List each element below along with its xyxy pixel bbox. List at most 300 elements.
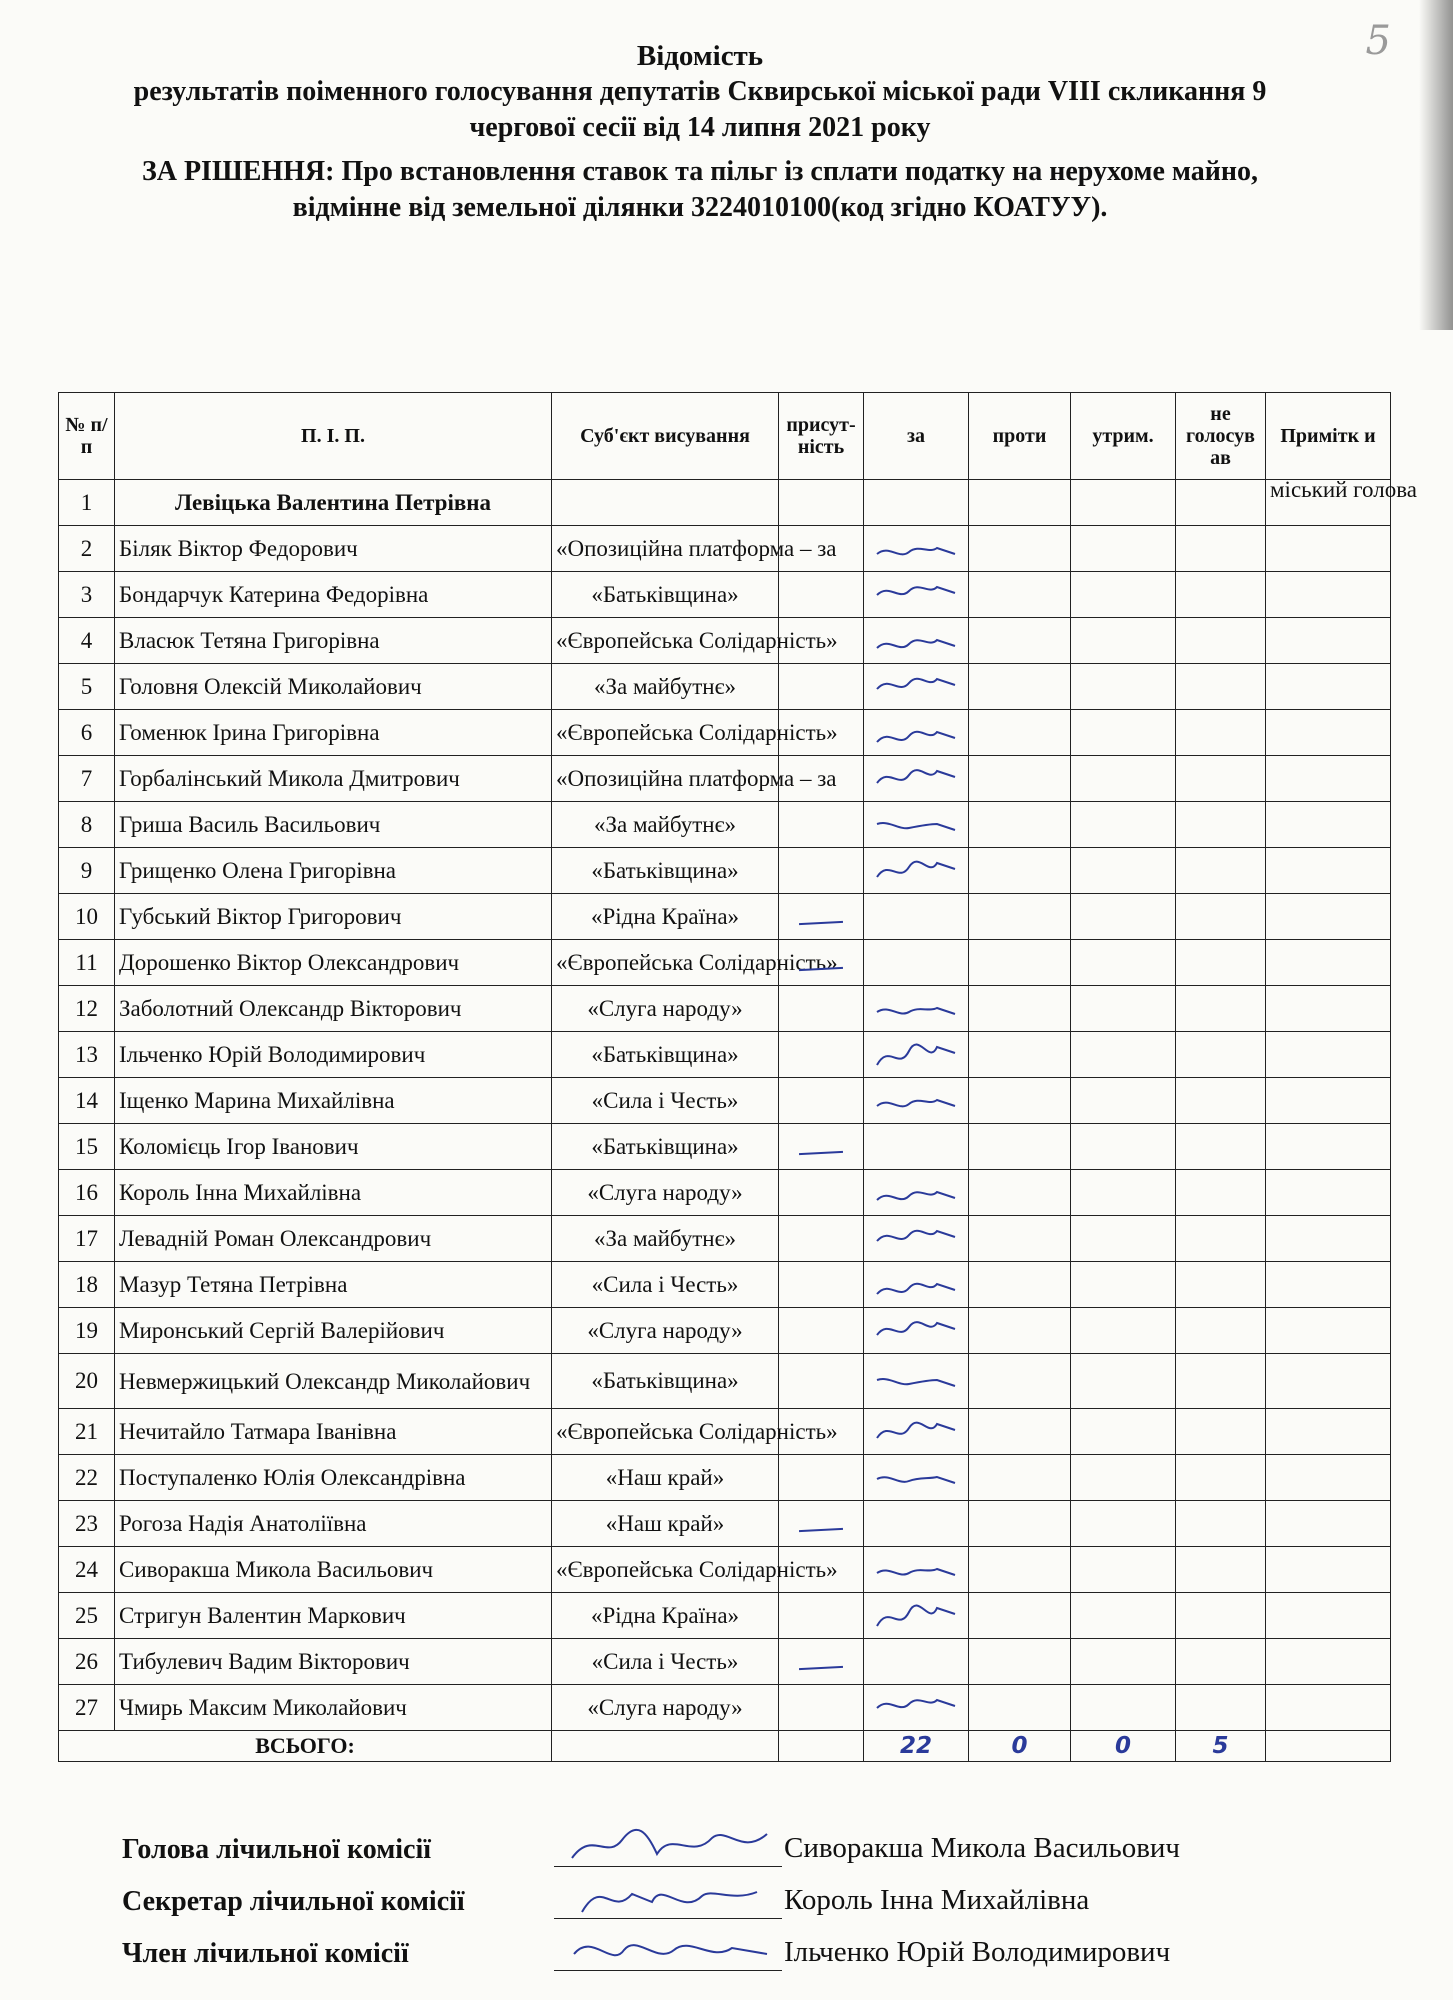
row-not-voted (1176, 1308, 1266, 1354)
row-note (1266, 1547, 1391, 1593)
row-not-voted (1176, 1170, 1266, 1216)
counting-commission (122, 1828, 1272, 1984)
total-label: ВСЬОГО: (59, 1731, 552, 1762)
row-abstain (1071, 894, 1176, 940)
row-against (969, 526, 1071, 572)
vote-signature-icon (871, 1081, 961, 1121)
commission-row (122, 1932, 1272, 1984)
table-row (59, 1078, 1391, 1124)
total-notes-cell (1266, 1731, 1391, 1762)
row-note (1266, 526, 1391, 572)
row-not-voted (1176, 1078, 1266, 1124)
header-party: Суб'єкт висування (552, 393, 779, 480)
row-for (864, 802, 969, 848)
row-presence (779, 572, 864, 618)
vote-signature-icon (871, 1550, 961, 1590)
row-party: «Опозиційна платформа – за (552, 756, 779, 802)
row-name: Тибулевич Вадим Вікторович (115, 1639, 552, 1685)
row-presence (779, 1685, 864, 1731)
table-row (59, 1124, 1391, 1170)
row-note (1266, 848, 1391, 894)
row-party: «Рідна Країна» (552, 894, 779, 940)
row-not-voted (1176, 710, 1266, 756)
row-note (1266, 1354, 1391, 1409)
row-note (1266, 894, 1391, 940)
row-not-voted (1176, 1547, 1266, 1593)
row-party: «Слуга народу» (552, 1308, 779, 1354)
row-party: «За майбутнє» (552, 664, 779, 710)
table-row (59, 1170, 1391, 1216)
row-party: «Батьківщина» (552, 1032, 779, 1078)
row-against (969, 986, 1071, 1032)
row-name: Миронський Сергій Валерійович (115, 1308, 552, 1354)
row-num: 20 (59, 1354, 115, 1409)
row-against (969, 1262, 1071, 1308)
row-abstain (1071, 1124, 1176, 1170)
decision-line-1: ЗА РІШЕННЯ: Про встановлення ставок та пільг із сплати податку на нерухоме майно, (141, 156, 1259, 187)
row-against (969, 1078, 1071, 1124)
vote-signature-icon (871, 667, 961, 707)
row-note (1266, 756, 1391, 802)
row-abstain (1071, 848, 1176, 894)
row-party: «Сила і Честь» (552, 1262, 779, 1308)
row-not-voted (1176, 1262, 1266, 1308)
row-name: Грищенко Олена Григорівна (115, 848, 552, 894)
row-for (864, 1078, 969, 1124)
table-row (59, 940, 1391, 986)
row-party: «Європейська Солідарність» (552, 618, 779, 664)
table-row (59, 526, 1391, 572)
table-row (59, 618, 1391, 664)
row-against (969, 618, 1071, 664)
row-num: 1 (59, 480, 115, 526)
row-against (969, 1308, 1071, 1354)
row-num: 25 (59, 1593, 115, 1639)
row-for (864, 1685, 969, 1731)
row-party: «Рідна Країна» (552, 1593, 779, 1639)
row-name: Бондарчук Катерина Федорівна (115, 572, 552, 618)
row-note (1266, 1308, 1391, 1354)
vote-signature-icon (871, 1596, 961, 1636)
row-not-voted (1176, 940, 1266, 986)
table-row (59, 480, 1391, 526)
table-row (59, 1354, 1391, 1409)
row-party: «Опозиційна платформа – за (552, 526, 779, 572)
row-abstain (1071, 664, 1176, 710)
row-against (969, 1547, 1071, 1593)
row-not-voted (1176, 480, 1266, 526)
header-against: проти (969, 393, 1071, 480)
row-not-voted (1176, 1409, 1266, 1455)
absent-dash-icon (799, 1150, 843, 1154)
row-note (1266, 986, 1391, 1032)
vote-signature-icon (871, 575, 961, 615)
row-name: Чмирь Максим Миколайович (115, 1685, 552, 1731)
row-name: Губський Віктор Григорович (115, 894, 552, 940)
row-for (864, 710, 969, 756)
row-party: «Наш край» (552, 1455, 779, 1501)
total-against: 0 (969, 1731, 1071, 1762)
row-num: 14 (59, 1078, 115, 1124)
table-row (59, 1639, 1391, 1685)
row-abstain (1071, 1593, 1176, 1639)
document-subtitle-line-1: результатів поіменного голосування депутатів Сквирської міської ради VIII скликання 9 (133, 76, 1267, 107)
row-party (552, 480, 779, 526)
row-num: 27 (59, 1685, 115, 1731)
row-party: «Слуга народу» (552, 986, 779, 1032)
row-abstain (1071, 1501, 1176, 1547)
row-note (1266, 1409, 1391, 1455)
row-against (969, 1593, 1071, 1639)
row-for (864, 1308, 969, 1354)
row-note (1266, 1501, 1391, 1547)
table-row (59, 572, 1391, 618)
row-num: 16 (59, 1170, 115, 1216)
row-num: 13 (59, 1032, 115, 1078)
row-not-voted (1176, 1124, 1266, 1170)
row-party: «За майбутнє» (552, 802, 779, 848)
row-name: Гриша Василь Васильович (115, 802, 552, 848)
vote-signature-icon (871, 989, 961, 1029)
row-not-voted (1176, 1685, 1266, 1731)
row-num: 5 (59, 664, 115, 710)
vote-signature-icon (871, 713, 961, 753)
row-note (1266, 1685, 1391, 1731)
row-name: Король Інна Михайлівна (115, 1170, 552, 1216)
row-not-voted (1176, 1354, 1266, 1409)
row-abstain (1071, 756, 1176, 802)
vote-signature-icon (871, 851, 961, 891)
vote-signature-icon (871, 1035, 961, 1075)
row-name: Мазур Тетяна Петрівна (115, 1262, 552, 1308)
header-num: № п/п (59, 393, 115, 480)
row-presence (779, 1078, 864, 1124)
row-num: 8 (59, 802, 115, 848)
row-for (864, 940, 969, 986)
row-abstain (1071, 1262, 1176, 1308)
table-row (59, 1685, 1391, 1731)
row-abstain (1071, 940, 1176, 986)
row-num: 2 (59, 526, 115, 572)
row-num: 9 (59, 848, 115, 894)
signature-line (554, 1918, 782, 1919)
row-for (864, 894, 969, 940)
row-note (1266, 1262, 1391, 1308)
row-name: Невмержицький Олександр Миколайович (115, 1354, 552, 1409)
row-num: 23 (59, 1501, 115, 1547)
row-note (1266, 1078, 1391, 1124)
row-party: «Батьківщина» (552, 1124, 779, 1170)
row-presence (779, 802, 864, 848)
row-name: Левіцька Валентина Петрівна (115, 480, 552, 526)
table-header-row (59, 393, 1391, 480)
vote-signature-icon (871, 759, 961, 799)
table-row (59, 848, 1391, 894)
row-presence (779, 1354, 864, 1409)
row-note (1266, 1593, 1391, 1639)
row-name: Горбалінський Микола Дмитрович (115, 756, 552, 802)
row-num: 7 (59, 756, 115, 802)
table-row (59, 1547, 1391, 1593)
decision-line-2: відмінне від земельної ділянки 3224010100(код згідно КОАТУУ). (292, 192, 1108, 223)
row-num: 4 (59, 618, 115, 664)
table-row (59, 802, 1391, 848)
table-row (59, 894, 1391, 940)
absent-dash-icon (799, 1527, 843, 1531)
vote-signature-icon (871, 1173, 961, 1213)
row-note (1266, 1639, 1391, 1685)
row-name: Біляк Віктор Федорович (115, 526, 552, 572)
total-presence-cell (779, 1731, 864, 1762)
row-for (864, 1593, 969, 1639)
table-row (59, 756, 1391, 802)
header-notes: Примітк и (1266, 393, 1391, 480)
row-party: «Європейська Солідарність» (552, 1409, 779, 1455)
row-abstain (1071, 1639, 1176, 1685)
row-not-voted (1176, 848, 1266, 894)
row-against (969, 572, 1071, 618)
row-note (1266, 1032, 1391, 1078)
table-row (59, 1593, 1391, 1639)
commission-signature-icon (562, 1924, 782, 1976)
row-name: Стригун Валентин Маркович (115, 1593, 552, 1639)
vote-signature-icon (871, 1412, 961, 1452)
row-for (864, 1455, 969, 1501)
row-abstain (1071, 1170, 1176, 1216)
row-not-voted (1176, 1639, 1266, 1685)
vote-signature-icon (871, 1361, 961, 1401)
row-num: 26 (59, 1639, 115, 1685)
row-abstain (1071, 1308, 1176, 1354)
row-name: Власюк Тетяна Григорівна (115, 618, 552, 664)
row-against (969, 1124, 1071, 1170)
row-for (864, 1170, 969, 1216)
row-abstain (1071, 710, 1176, 756)
row-against (969, 848, 1071, 894)
row-presence (779, 1308, 864, 1354)
total-party-cell (552, 1731, 779, 1762)
row-for (864, 1124, 969, 1170)
row-not-voted (1176, 618, 1266, 664)
row-presence (779, 894, 864, 940)
row-note (1266, 710, 1391, 756)
row-num: 17 (59, 1216, 115, 1262)
commission-role: Член лічильної комісії (122, 1938, 409, 1969)
vote-signature-icon (871, 621, 961, 661)
row-against (969, 1501, 1071, 1547)
row-party: «Європейська Солідарність» (552, 940, 779, 986)
header-abstain: утрим. (1071, 393, 1176, 480)
commission-role: Секретар лічильної комісії (122, 1886, 465, 1917)
row-not-voted (1176, 1455, 1266, 1501)
row-name: Ільченко Юрій Володимирович (115, 1032, 552, 1078)
row-note (1266, 572, 1391, 618)
row-against (969, 940, 1071, 986)
row-abstain (1071, 1354, 1176, 1409)
row-party: «Європейська Солідарність» (552, 710, 779, 756)
row-against (969, 802, 1071, 848)
document-subtitle-line-2: чергової сесії від 14 липня 2021 року (469, 112, 931, 143)
row-not-voted (1176, 894, 1266, 940)
row-against (969, 1639, 1071, 1685)
header-name: П. І. П. (115, 393, 552, 480)
row-name: Головня Олексій Миколайович (115, 664, 552, 710)
total-for: 22 (864, 1731, 969, 1762)
commission-signature-icon (562, 1872, 782, 1924)
scan-edge-shadow (1419, 0, 1453, 330)
header-not-voted: не голосув ав (1176, 393, 1266, 480)
commission-role: Голова лічильної комісії (122, 1834, 432, 1865)
row-not-voted (1176, 986, 1266, 1032)
row-presence (779, 1501, 864, 1547)
row-against (969, 894, 1071, 940)
row-party: «Сила і Честь» (552, 1078, 779, 1124)
row-against (969, 480, 1071, 526)
page-number: 5 (1365, 18, 1391, 64)
header-for: за (864, 393, 969, 480)
row-name: Левадній Роман Олександрович (115, 1216, 552, 1262)
table-row (59, 710, 1391, 756)
row-num: 15 (59, 1124, 115, 1170)
absent-dash-icon (799, 920, 843, 924)
row-name: Нечитайло Татмара Іванівна (115, 1409, 552, 1455)
row-note (1266, 1124, 1391, 1170)
row-name: Поступаленко Юлія Олександрівна (115, 1455, 552, 1501)
row-abstain (1071, 1455, 1176, 1501)
row-num: 11 (59, 940, 115, 986)
row-for (864, 1409, 969, 1455)
row-for (864, 1032, 969, 1078)
absent-dash-icon (799, 1665, 843, 1669)
row-num: 19 (59, 1308, 115, 1354)
row-note (1266, 1216, 1391, 1262)
row-for (864, 1354, 969, 1409)
row-name: Гоменюк Ірина Григорівна (115, 710, 552, 756)
row-for (864, 1547, 969, 1593)
row-abstain (1071, 802, 1176, 848)
row-name: Коломієць Ігор Іванович (115, 1124, 552, 1170)
absent-dash-icon (799, 966, 843, 970)
row-presence (779, 986, 864, 1032)
row-num: 24 (59, 1547, 115, 1593)
row-against (969, 1685, 1071, 1731)
row-not-voted (1176, 1032, 1266, 1078)
document-header (50, 38, 1350, 226)
row-name: Дорошенко Віктор Олександрович (115, 940, 552, 986)
table-row (59, 1308, 1391, 1354)
row-for (864, 480, 969, 526)
row-note (1266, 664, 1391, 710)
commission-person: Король Інна Михайлівна (784, 1884, 1090, 1916)
table-row (59, 1262, 1391, 1308)
row-note (1266, 1455, 1391, 1501)
row-against (969, 1170, 1071, 1216)
voting-table (58, 392, 1417, 1762)
row-abstain (1071, 572, 1176, 618)
row-presence (779, 1639, 864, 1685)
row-party: «Слуга народу» (552, 1170, 779, 1216)
row-against (969, 1409, 1071, 1455)
row-presence (779, 1124, 864, 1170)
row-for (864, 664, 969, 710)
row-party: «За майбутнє» (552, 1216, 779, 1262)
signature-line (554, 1866, 782, 1867)
row-num: 10 (59, 894, 115, 940)
vote-signature-icon (871, 1219, 961, 1259)
document-title: Відомість (636, 40, 764, 72)
row-note (1266, 1170, 1391, 1216)
row-abstain (1071, 1032, 1176, 1078)
row-presence (779, 1262, 864, 1308)
row-not-voted (1176, 756, 1266, 802)
row-name: Заболотний Олександр Вікторович (115, 986, 552, 1032)
row-for (864, 1262, 969, 1308)
row-for (864, 756, 969, 802)
header-presence: присут-ність (779, 393, 864, 480)
vote-signature-icon (871, 805, 961, 845)
table-row (59, 986, 1391, 1032)
row-for (864, 572, 969, 618)
row-party: «Батьківщина» (552, 572, 779, 618)
row-name: Іщенко Марина Михайлівна (115, 1078, 552, 1124)
table-row (59, 1455, 1391, 1501)
row-not-voted (1176, 664, 1266, 710)
row-abstain (1071, 1547, 1176, 1593)
commission-person: Ільченко Юрій Володимирович (784, 1936, 1171, 1968)
total-not-voted: 5 (1176, 1731, 1266, 1762)
vote-signature-icon (871, 1688, 961, 1728)
table-row (59, 1032, 1391, 1078)
row-presence (779, 1170, 864, 1216)
row-for (864, 1501, 969, 1547)
row-party: «Слуга народу» (552, 1685, 779, 1731)
row-note (1266, 802, 1391, 848)
row-name: Сиворакша Микола Васильович (115, 1547, 552, 1593)
row-for (864, 1639, 969, 1685)
row-abstain (1071, 986, 1176, 1032)
row-abstain (1071, 1216, 1176, 1262)
row-num: 12 (59, 986, 115, 1032)
row-against (969, 1354, 1071, 1409)
row-abstain (1071, 480, 1176, 526)
commission-person: Сиворакша Микола Васильович (784, 1832, 1181, 1864)
table-row (59, 1501, 1391, 1547)
row-against (969, 1216, 1071, 1262)
row-not-voted (1176, 572, 1266, 618)
row-for (864, 848, 969, 894)
row-num: 3 (59, 572, 115, 618)
row-not-voted (1176, 526, 1266, 572)
row-party: «Сила і Честь» (552, 1639, 779, 1685)
row-not-voted (1176, 1593, 1266, 1639)
row-for (864, 986, 969, 1032)
row-against (969, 664, 1071, 710)
table-row (59, 664, 1391, 710)
vote-signature-icon (871, 1265, 961, 1305)
total-row (59, 1731, 1391, 1762)
row-for (864, 1216, 969, 1262)
vote-signature-icon (871, 1458, 961, 1498)
row-presence (779, 480, 864, 526)
row-party: «Європейська Солідарність» (552, 1547, 779, 1593)
row-presence (779, 1032, 864, 1078)
row-num: 22 (59, 1455, 115, 1501)
row-not-voted (1176, 802, 1266, 848)
vote-signature-icon (871, 529, 961, 569)
row-against (969, 1455, 1071, 1501)
row-presence (779, 1593, 864, 1639)
row-against (969, 1032, 1071, 1078)
